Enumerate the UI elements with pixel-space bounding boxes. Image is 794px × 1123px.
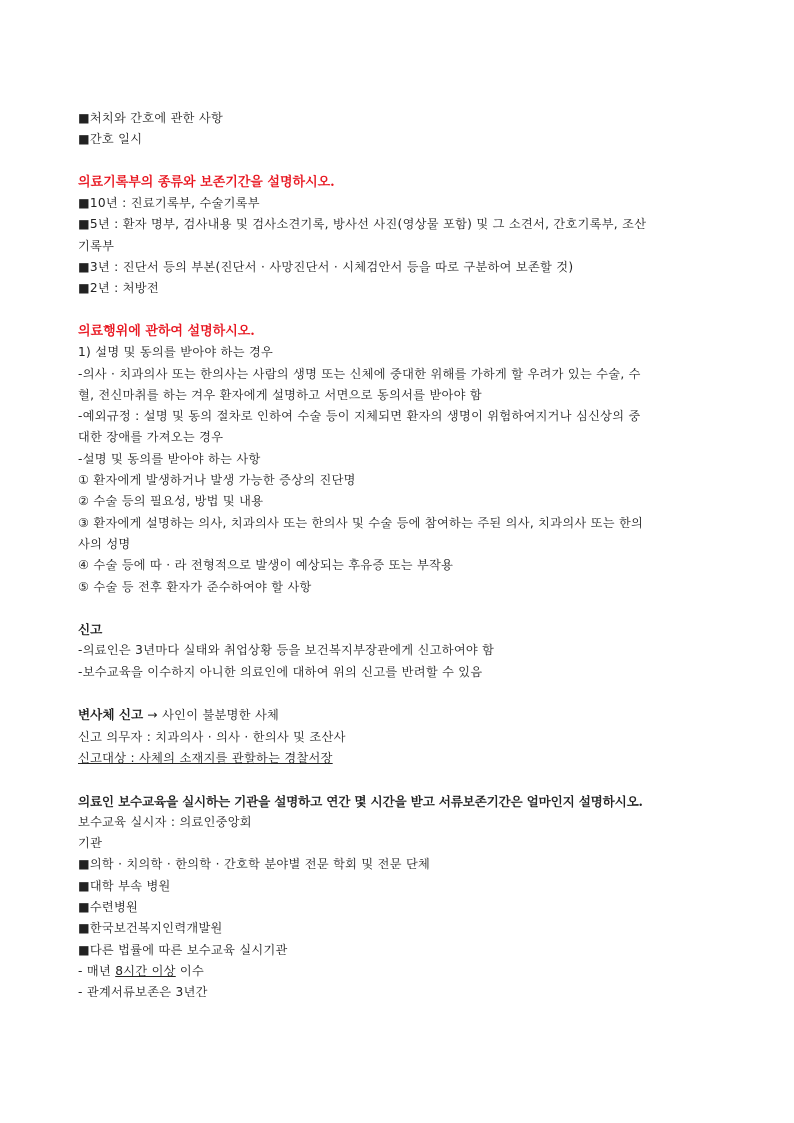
list-item: -예외규정 : 설명 및 동의 절차로 인하여 수술 등이 지체되면 환자의 생명이 위험하여지거나 심신상의 중	[78, 409, 641, 424]
list-item: ■간호 일시	[78, 132, 143, 147]
hours-suffix: 이수	[175, 963, 205, 978]
heading-bold-text: 변사체 신고	[78, 707, 144, 723]
section-heading-medical-practice: 의료행위에 관하여 설명하시오.	[78, 323, 255, 339]
list-item: 혈, 전신마취를 하는 겨우 환자에게 설명하고 서면으로 동의서를 받아야 함	[78, 387, 482, 402]
list-item: ④ 수술 등에 따 · 라 전형적으로 발생이 예상되는 후유증 또는 부작용	[78, 558, 454, 573]
list-item: ■2년 : 처방전	[78, 281, 159, 296]
list-item: -보수교육을 이수하지 아니한 의료인에 대하여 위의 신고를 반려할 수 있음	[78, 664, 483, 679]
document-body	[78, 108, 722, 1003]
list-item: 1) 설명 및 동의를 받아야 하는 경우	[78, 345, 274, 360]
list-item: ■의학 · 치의학 · 한의학 · 간호학 분야별 전문 학회 및 전문 단체	[78, 857, 431, 872]
section-heading-report: 신고	[78, 622, 103, 638]
list-item: ■대학 부속 병원	[78, 878, 171, 893]
list-item: 대한 장애를 가져오는 경우	[78, 430, 224, 445]
section-heading-continuing-education: 의료인 보수교육을 실시하는 기관을 설명하고 연간 몇 시간을 받고 서류보존기간은 얼마인지 설명하시오.	[78, 793, 643, 809]
list-item: ① 환자에게 발생하거나 발생 가능한 증상의 진단명	[78, 473, 356, 488]
list-item-underlined: 신고대상 : 사체의 소재지를 관할하는 경찰서장	[78, 750, 333, 765]
list-item: ■3년 : 진단서 등의 부본(진단서 · 사망진단서 · 시체검안서 등을 따로 구분하여 보존할 것)	[78, 260, 574, 275]
section-heading-records: 의료기록부의 종류와 보존기간을 설명하시오.	[78, 174, 335, 190]
list-item: -의료인은 3년마다 실태와 취업상황 등을 보건복지부장관에게 신고하여야 함	[78, 643, 495, 658]
section-heading-unnatural-death	[78, 704, 722, 726]
hours-underlined: 8시간 이상	[115, 963, 176, 978]
list-item: 기관	[78, 836, 103, 851]
hours-prefix: - 매년	[78, 963, 116, 978]
list-item: 보수교육 실시자 : 의료인중앙회	[78, 814, 252, 829]
heading-rest-text: → 사인이 불분명한 사체	[143, 708, 280, 723]
list-item: ⑤ 수술 등 전후 환자가 준수하여야 할 사항	[78, 579, 312, 594]
list-item: ■수련병원	[78, 899, 139, 914]
list-item: ■한국보건복지인력개발원	[78, 921, 223, 936]
list-item: ■10년 : 진료기록부, 수술기록부	[78, 196, 260, 211]
list-item: ③ 환자에게 설명하는 의사, 치과의사 또는 한의사 및 수술 등에 참여하는 주된 의사, 치과의사 또는 한의	[78, 515, 644, 530]
list-item: ■처치와 간호에 관한 사항	[78, 111, 224, 125]
list-item: 사의 성명	[78, 536, 131, 551]
list-item: ② 수술 등의 필요성, 방법 및 내용	[78, 494, 264, 509]
list-item: ■5년 : 환자 명부, 검사내용 및 검사소견기록, 방사선 사진(영상물 포함) 및 그 소견서, 간호기록부, 조산	[78, 217, 647, 232]
list-item: 신고 의무자 : 치과의사 · 의사 · 한의사 및 조산사	[78, 729, 346, 744]
list-item: ■다른 법률에 따른 보수교육 실시기관	[78, 942, 288, 957]
list-item-hours	[78, 961, 722, 982]
list-item: - 관계서류보존은 3년간	[78, 985, 208, 1000]
list-item: -설명 및 동의를 받아야 하는 사항	[78, 451, 261, 466]
list-item: 기록부	[78, 238, 115, 253]
list-item: -의사 · 치과의사 또는 한의사는 사람의 생명 또는 신체에 중대한 위해를 가하게 할 우려가 있는 수술, 수	[78, 366, 641, 381]
